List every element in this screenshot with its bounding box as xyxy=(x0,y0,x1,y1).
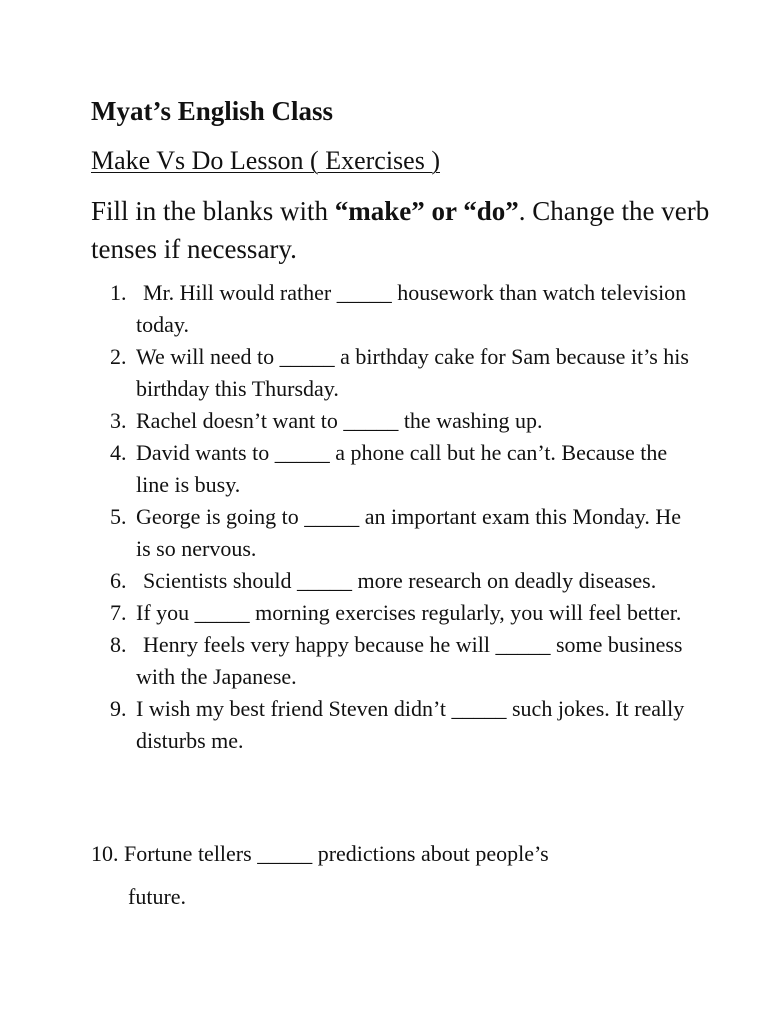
exercise-number: 10. xyxy=(91,841,119,866)
exercise-number: 1. xyxy=(110,280,127,305)
exercise-item-5 xyxy=(0,501,696,565)
lesson-subtitle: Make Vs Do Lesson ( Exercises ) xyxy=(91,146,440,175)
exercise-item-2 xyxy=(0,341,696,405)
exercise-text-line1: Fortune tellers _____ predictions about people’s xyxy=(124,841,549,866)
exercise-item-10 xyxy=(91,832,651,918)
exercise-number: 8. xyxy=(110,632,127,657)
exercise-text-line2: future. xyxy=(128,884,187,909)
exercise-item-6 xyxy=(0,565,696,597)
exercise-text: David wants to _____ a phone call but he can’t. Because the line is busy. xyxy=(136,440,668,497)
instructions xyxy=(91,192,711,268)
instructions-suffix: . Change the verb tenses if necessary. xyxy=(91,196,710,264)
exercise-number: 7. xyxy=(110,600,127,625)
instructions-prefix: Fill in the blanks with xyxy=(91,196,335,226)
page-title: Myat’s English Class xyxy=(91,96,334,126)
exercise-number: 9. xyxy=(110,696,127,721)
exercise-text: Rachel doesn’t want to _____ the washing up. xyxy=(136,408,543,433)
instructions-bold: “make” or “do” xyxy=(334,196,519,226)
exercise-text: Scientists should _____ more research on deadly diseases. xyxy=(143,568,657,593)
exercise-text: George is going to _____ an important exam this Monday. He is so nervous. xyxy=(136,504,682,561)
exercise-item-1 xyxy=(0,277,696,341)
exercise-number: 6. xyxy=(110,568,127,593)
exercise-text: I wish my best friend Steven didn’t _____ such jokes. It really disturbs me. xyxy=(136,696,685,753)
exercise-item-9 xyxy=(0,693,696,757)
exercise-text: Mr. Hill would rather _____ housework than watch television today. xyxy=(136,280,687,337)
exercise-text: Henry feels very happy because he will _____ some business with the Japanese. xyxy=(136,632,683,689)
exercise-item-4 xyxy=(0,437,696,501)
exercise-item-8 xyxy=(0,629,696,693)
exercise-list xyxy=(0,277,768,757)
exercise-number: 5. xyxy=(110,504,127,529)
exercise-item-3 xyxy=(0,405,696,437)
exercise-text: We will need to _____ a birthday cake for Sam because it’s his birthday this Thursday. xyxy=(136,344,689,401)
exercise-item-7 xyxy=(0,597,696,629)
exercise-number: 3. xyxy=(110,408,127,433)
exercise-number: 2. xyxy=(110,344,127,369)
exercise-number: 4. xyxy=(110,440,127,465)
exercise-text: If you _____ morning exercises regularly, you will feel better. xyxy=(136,600,682,625)
